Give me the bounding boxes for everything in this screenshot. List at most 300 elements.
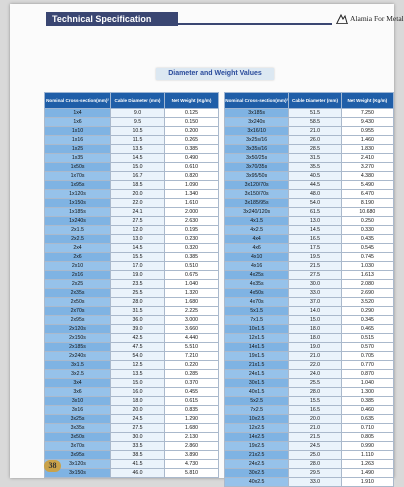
table-row bbox=[225, 190, 394, 199]
cell-diameter: 13.0 bbox=[111, 235, 165, 244]
table-row bbox=[225, 397, 394, 406]
cell-weight: 6.470 bbox=[341, 190, 393, 199]
cell-weight: 9.430 bbox=[341, 118, 393, 127]
cell-cross-section: 3x10 bbox=[45, 397, 111, 406]
cell-cross-section: 2x4 bbox=[45, 244, 111, 253]
cell-cross-section: 30x2.5 bbox=[225, 469, 289, 478]
cell-diameter: 18.0 bbox=[111, 397, 165, 406]
cell-weight: 1.340 bbox=[165, 190, 219, 199]
cell-diameter: 23.5 bbox=[111, 280, 165, 289]
cell-weight: 0.570 bbox=[341, 343, 393, 352]
cell-diameter: 58.5 bbox=[289, 118, 341, 127]
cell-cross-section: 24x2.5 bbox=[225, 460, 289, 469]
cell-cross-section: 4x25s bbox=[225, 271, 289, 280]
cell-weight: 3.000 bbox=[165, 316, 219, 325]
cell-cross-section: 1x16 bbox=[45, 136, 111, 145]
table-row bbox=[45, 136, 219, 145]
cell-diameter: 51.5 bbox=[289, 109, 341, 118]
cell-weight: 0.195 bbox=[165, 226, 219, 235]
cell-weight: 0.990 bbox=[341, 442, 393, 451]
table-row bbox=[45, 190, 219, 199]
cell-cross-section: 2x35s bbox=[45, 289, 111, 298]
cell-cross-section: 2x70s bbox=[45, 307, 111, 316]
cell-cross-section: 40x2.5 bbox=[225, 478, 289, 487]
cell-weight: 0.635 bbox=[341, 415, 393, 424]
cell-weight: 1.910 bbox=[341, 478, 393, 487]
cell-cross-section: 4x50s bbox=[225, 289, 289, 298]
cell-diameter: 12.5 bbox=[111, 361, 165, 370]
cell-cross-section: 3x95s bbox=[45, 451, 111, 460]
cell-diameter: 18.0 bbox=[289, 334, 341, 343]
cell-diameter: 41.5 bbox=[111, 460, 165, 469]
table-row bbox=[225, 451, 394, 460]
cell-diameter: 30.0 bbox=[289, 280, 341, 289]
table-header-row bbox=[45, 93, 219, 109]
cell-cross-section: 3x25s/16 bbox=[225, 136, 289, 145]
cell-cross-section: 3x150s bbox=[45, 469, 111, 478]
table-row bbox=[225, 478, 394, 487]
table-row bbox=[45, 397, 219, 406]
cell-diameter: 12.0 bbox=[111, 226, 165, 235]
cell-weight: 4.730 bbox=[165, 460, 219, 469]
cell-cross-section: 14x2.5 bbox=[225, 433, 289, 442]
cell-diameter: 28.5 bbox=[289, 145, 341, 154]
col-header-cross-section: Nominal Cross-section(mm)² bbox=[225, 93, 289, 109]
cell-cross-section: 21x2.5 bbox=[225, 451, 289, 460]
table-row bbox=[45, 343, 219, 352]
cell-diameter: 28.0 bbox=[111, 298, 165, 307]
cell-cross-section: 1x25 bbox=[45, 145, 111, 154]
cell-weight: 2.000 bbox=[165, 208, 219, 217]
table-row bbox=[45, 415, 219, 424]
cell-weight: 0.460 bbox=[341, 406, 393, 415]
table-row bbox=[45, 352, 219, 361]
cell-weight: 0.465 bbox=[341, 325, 393, 334]
cell-diameter: 20.0 bbox=[111, 190, 165, 199]
table-row bbox=[45, 307, 219, 316]
table-row bbox=[45, 109, 219, 118]
cell-diameter: 24.5 bbox=[111, 415, 165, 424]
table-row bbox=[45, 217, 219, 226]
cell-cross-section: 1x70s bbox=[45, 172, 111, 181]
cell-weight: 3.520 bbox=[341, 298, 393, 307]
cell-weight: 0.230 bbox=[165, 235, 219, 244]
cell-weight: 7.210 bbox=[165, 352, 219, 361]
cell-weight: 1.040 bbox=[341, 379, 393, 388]
cell-cross-section: 3x95/50s bbox=[225, 172, 289, 181]
cell-weight: 0.370 bbox=[165, 379, 219, 388]
cell-weight: 0.490 bbox=[165, 154, 219, 163]
cell-diameter: 20.0 bbox=[289, 415, 341, 424]
table-row bbox=[225, 145, 394, 154]
table-row bbox=[225, 442, 394, 451]
table-row bbox=[225, 361, 394, 370]
cell-diameter: 18.5 bbox=[111, 181, 165, 190]
table-row bbox=[45, 433, 219, 442]
cell-diameter: 36.0 bbox=[111, 316, 165, 325]
cell-cross-section: 1x120s bbox=[45, 190, 111, 199]
cell-cross-section: 2x1.5 bbox=[45, 226, 111, 235]
cell-diameter: 29.5 bbox=[289, 469, 341, 478]
table-row bbox=[45, 199, 219, 208]
table-row bbox=[45, 388, 219, 397]
table-row bbox=[225, 370, 394, 379]
cell-cross-section: 19x1.5 bbox=[225, 352, 289, 361]
cell-weight: 0.820 bbox=[165, 172, 219, 181]
cell-cross-section: 1x4 bbox=[45, 109, 111, 118]
cell-diameter: 16.7 bbox=[111, 172, 165, 181]
table-row bbox=[45, 127, 219, 136]
cell-cross-section: 3x6 bbox=[45, 388, 111, 397]
cell-cross-section: 12x1.5 bbox=[225, 334, 289, 343]
cell-weight: 0.330 bbox=[341, 226, 393, 235]
cell-weight: 0.125 bbox=[165, 109, 219, 118]
cell-weight: 0.265 bbox=[165, 136, 219, 145]
cell-diameter: 33.5 bbox=[111, 442, 165, 451]
cell-diameter: 14.5 bbox=[111, 154, 165, 163]
cell-diameter: 15.5 bbox=[111, 253, 165, 262]
cell-diameter: 14.5 bbox=[111, 244, 165, 253]
cell-cross-section: 2x150s bbox=[45, 334, 111, 343]
cell-weight: 0.835 bbox=[165, 406, 219, 415]
cell-weight: 1.680 bbox=[165, 298, 219, 307]
cell-weight: 0.710 bbox=[341, 424, 393, 433]
cell-diameter: 21.5 bbox=[289, 262, 341, 271]
table-row bbox=[225, 109, 394, 118]
cell-weight: 0.285 bbox=[165, 370, 219, 379]
cell-cross-section: 40x1.5 bbox=[225, 388, 289, 397]
cell-cross-section: 3x120/70s bbox=[225, 181, 289, 190]
table-row bbox=[225, 235, 394, 244]
cell-cross-section: 3x70s bbox=[45, 442, 111, 451]
cell-cross-section: 2x10 bbox=[45, 262, 111, 271]
cell-weight: 0.455 bbox=[165, 388, 219, 397]
cell-diameter: 28.0 bbox=[289, 460, 341, 469]
cell-weight: 0.955 bbox=[341, 127, 393, 136]
cell-weight: 1.490 bbox=[341, 469, 393, 478]
table-row bbox=[225, 316, 394, 325]
cell-weight: 2.130 bbox=[165, 433, 219, 442]
cell-cross-section: 10x1.5 bbox=[225, 325, 289, 334]
table-row bbox=[45, 280, 219, 289]
table-row bbox=[45, 118, 219, 127]
cell-weight: 0.615 bbox=[165, 397, 219, 406]
cell-weight: 3.270 bbox=[341, 163, 393, 172]
cell-weight: 0.705 bbox=[341, 352, 393, 361]
cell-weight: 1.300 bbox=[341, 388, 393, 397]
cell-diameter: 9.0 bbox=[111, 109, 165, 118]
col-header-diameter: Cable Diameter (mm) bbox=[111, 93, 165, 109]
cell-diameter: 54.0 bbox=[289, 199, 341, 208]
table-row bbox=[45, 145, 219, 154]
cell-diameter: 30.0 bbox=[111, 433, 165, 442]
cell-cross-section: 3x150/70s bbox=[225, 190, 289, 199]
table-row bbox=[45, 451, 219, 460]
cell-diameter: 27.5 bbox=[111, 424, 165, 433]
cell-diameter: 19.0 bbox=[289, 343, 341, 352]
cell-cross-section: 4x1.5 bbox=[225, 217, 289, 226]
cell-diameter: 21.0 bbox=[289, 424, 341, 433]
table-row bbox=[45, 316, 219, 325]
table-row bbox=[45, 289, 219, 298]
cell-weight: 1.030 bbox=[341, 262, 393, 271]
cell-diameter: 33.0 bbox=[289, 478, 341, 487]
table-row bbox=[45, 154, 219, 163]
table-row bbox=[225, 217, 394, 226]
cell-diameter: 33.0 bbox=[289, 289, 341, 298]
table-row bbox=[225, 253, 394, 262]
cell-weight: 0.385 bbox=[165, 145, 219, 154]
cell-weight: 8.190 bbox=[341, 199, 393, 208]
cell-cross-section: 4x70s bbox=[225, 298, 289, 307]
table-row bbox=[225, 460, 394, 469]
cell-weight: 5.490 bbox=[341, 181, 393, 190]
cell-cross-section: 2x25 bbox=[45, 280, 111, 289]
table-row bbox=[225, 415, 394, 424]
cell-weight: 0.385 bbox=[165, 253, 219, 262]
cell-cross-section: 2x2.5 bbox=[45, 235, 111, 244]
brand-logo-icon bbox=[336, 13, 348, 24]
table-row bbox=[45, 298, 219, 307]
table-row bbox=[45, 325, 219, 334]
cell-diameter: 54.0 bbox=[111, 352, 165, 361]
cell-cross-section: 3x240s bbox=[225, 118, 289, 127]
cell-weight: 0.805 bbox=[341, 433, 393, 442]
cell-weight: 1.110 bbox=[341, 451, 393, 460]
cell-cross-section: 3x16/10 bbox=[225, 127, 289, 136]
table-row bbox=[225, 289, 394, 298]
cell-cross-section: 3x50s bbox=[45, 433, 111, 442]
table-row bbox=[225, 199, 394, 208]
table-row bbox=[225, 262, 394, 271]
cell-diameter: 15.5 bbox=[289, 397, 341, 406]
cell-diameter: 13.5 bbox=[111, 370, 165, 379]
cell-cross-section: 4x6 bbox=[225, 244, 289, 253]
cell-weight: 0.510 bbox=[165, 262, 219, 271]
cell-cross-section: 4x16 bbox=[225, 262, 289, 271]
table-row bbox=[45, 253, 219, 262]
cell-cross-section: 1x95s bbox=[45, 181, 111, 190]
table-row bbox=[45, 172, 219, 181]
cell-cross-section: 3x25s bbox=[45, 415, 111, 424]
cell-weight: 2.225 bbox=[165, 307, 219, 316]
cell-diameter: 24.0 bbox=[289, 370, 341, 379]
cell-diameter: 15.0 bbox=[289, 316, 341, 325]
cell-weight: 1.680 bbox=[165, 424, 219, 433]
cell-weight: 4.380 bbox=[341, 172, 393, 181]
cell-cross-section: 5x1.5 bbox=[225, 307, 289, 316]
cell-cross-section: 1x10 bbox=[45, 127, 111, 136]
table-header-row bbox=[225, 93, 394, 109]
table-row bbox=[225, 343, 394, 352]
cell-diameter: 27.5 bbox=[289, 271, 341, 280]
cell-diameter: 16.0 bbox=[111, 388, 165, 397]
cell-diameter: 22.0 bbox=[289, 361, 341, 370]
cell-cross-section: 21x1.5 bbox=[225, 361, 289, 370]
table-row bbox=[45, 406, 219, 415]
cell-diameter: 22.0 bbox=[111, 199, 165, 208]
cell-diameter: 20.0 bbox=[111, 406, 165, 415]
header-rule bbox=[178, 23, 332, 25]
cell-diameter: 42.5 bbox=[111, 334, 165, 343]
cell-diameter: 9.5 bbox=[111, 118, 165, 127]
cell-weight: 1.460 bbox=[341, 136, 393, 145]
table-row bbox=[225, 181, 394, 190]
table-row bbox=[225, 388, 394, 397]
cell-diameter: 15.0 bbox=[111, 379, 165, 388]
cell-weight: 0.290 bbox=[341, 307, 393, 316]
cell-cross-section: 3x240/120s bbox=[225, 208, 289, 217]
cell-cross-section: 2x95s bbox=[45, 316, 111, 325]
table-row bbox=[225, 163, 394, 172]
table-row bbox=[45, 163, 219, 172]
page-number-badge: 38 bbox=[44, 460, 61, 472]
cell-diameter: 21.5 bbox=[289, 433, 341, 442]
section-title: Technical Specification bbox=[46, 12, 178, 26]
cell-weight: 1.040 bbox=[165, 280, 219, 289]
cell-weight: 2.080 bbox=[341, 280, 393, 289]
cell-weight: 0.870 bbox=[341, 370, 393, 379]
table-subtitle: Diameter and Weight Values bbox=[156, 68, 274, 80]
cell-diameter: 24.5 bbox=[289, 442, 341, 451]
table-row bbox=[45, 181, 219, 190]
cell-cross-section: 12x2.5 bbox=[225, 424, 289, 433]
cell-weight: 1.090 bbox=[165, 181, 219, 190]
table-row bbox=[225, 208, 394, 217]
col-header-weight: Net Weight (Kg/m) bbox=[165, 93, 219, 109]
cell-weight: 5.810 bbox=[165, 469, 219, 478]
cell-diameter: 39.0 bbox=[111, 325, 165, 334]
cell-diameter: 28.0 bbox=[289, 388, 341, 397]
cell-cross-section: 14x1.5 bbox=[225, 343, 289, 352]
spec-table-left bbox=[44, 92, 219, 478]
cell-diameter: 47.5 bbox=[111, 343, 165, 352]
cell-cross-section: 7x1.5 bbox=[225, 316, 289, 325]
cell-cross-section: 2x16 bbox=[45, 271, 111, 280]
cell-cross-section: 2x185s bbox=[45, 343, 111, 352]
cell-cross-section: 3x185/95s bbox=[225, 199, 289, 208]
cell-diameter: 10.5 bbox=[111, 127, 165, 136]
cell-cross-section: 10x2.5 bbox=[225, 415, 289, 424]
cell-cross-section: 30x1.5 bbox=[225, 379, 289, 388]
table-row bbox=[45, 370, 219, 379]
spec-table-right bbox=[224, 92, 394, 487]
cell-weight: 7.250 bbox=[341, 109, 393, 118]
table-row bbox=[225, 280, 394, 289]
cell-cross-section: 19x2.5 bbox=[225, 442, 289, 451]
cell-cross-section: 2x240s bbox=[45, 352, 111, 361]
cell-diameter: 61.5 bbox=[289, 208, 341, 217]
cell-cross-section: 3x16 bbox=[45, 406, 111, 415]
cell-weight: 0.385 bbox=[341, 397, 393, 406]
table-row bbox=[225, 136, 394, 145]
cell-diameter: 21.0 bbox=[289, 127, 341, 136]
cell-weight: 0.745 bbox=[341, 253, 393, 262]
cell-diameter: 26.0 bbox=[289, 136, 341, 145]
cell-weight: 0.220 bbox=[165, 361, 219, 370]
table-row bbox=[225, 424, 394, 433]
cell-diameter: 16.5 bbox=[289, 235, 341, 244]
cell-diameter: 14.0 bbox=[289, 307, 341, 316]
table-row bbox=[45, 424, 219, 433]
cell-weight: 1.830 bbox=[341, 145, 393, 154]
table-row bbox=[45, 262, 219, 271]
cell-diameter: 31.5 bbox=[111, 307, 165, 316]
cell-diameter: 21.0 bbox=[289, 352, 341, 361]
cell-cross-section: 3x50/25s bbox=[225, 154, 289, 163]
cell-weight: 2.410 bbox=[341, 154, 393, 163]
cell-diameter: 44.5 bbox=[289, 181, 341, 190]
table-row bbox=[225, 118, 394, 127]
cell-weight: 3.660 bbox=[165, 325, 219, 334]
cell-weight: 0.610 bbox=[165, 163, 219, 172]
cell-cross-section: 4x2.5 bbox=[225, 226, 289, 235]
cell-diameter: 27.5 bbox=[111, 217, 165, 226]
table-row bbox=[225, 244, 394, 253]
cell-weight: 2.630 bbox=[165, 217, 219, 226]
cell-cross-section: 3x2.5 bbox=[45, 370, 111, 379]
cell-weight: 1.263 bbox=[341, 460, 393, 469]
cell-diameter: 17.5 bbox=[289, 244, 341, 253]
cell-weight: 0.345 bbox=[341, 316, 393, 325]
cell-cross-section: 1x35 bbox=[45, 154, 111, 163]
table-row bbox=[45, 334, 219, 343]
cell-cross-section: 1x6 bbox=[45, 118, 111, 127]
cell-diameter: 24.1 bbox=[111, 208, 165, 217]
col-header-cross-section: Nominal Cross-section(mm)² bbox=[45, 93, 111, 109]
cell-diameter: 25.5 bbox=[111, 289, 165, 298]
cell-weight: 0.545 bbox=[341, 244, 393, 253]
cell-diameter: 37.0 bbox=[289, 298, 341, 307]
cell-diameter: 13.0 bbox=[289, 217, 341, 226]
cell-cross-section: 3x120s bbox=[45, 460, 111, 469]
table-row bbox=[45, 361, 219, 370]
cell-weight: 1.320 bbox=[165, 289, 219, 298]
cell-cross-section: 3x185s bbox=[225, 109, 289, 118]
cell-weight: 0.320 bbox=[165, 244, 219, 253]
cell-diameter: 25.0 bbox=[289, 451, 341, 460]
table-row bbox=[45, 469, 219, 478]
catalog-page bbox=[10, 4, 404, 485]
table-row bbox=[225, 433, 394, 442]
table-row bbox=[45, 235, 219, 244]
table-row bbox=[45, 208, 219, 217]
cell-weight: 0.770 bbox=[341, 361, 393, 370]
table-row bbox=[225, 298, 394, 307]
cell-diameter: 25.5 bbox=[289, 379, 341, 388]
table-row bbox=[45, 271, 219, 280]
header-bar bbox=[46, 12, 404, 26]
cell-cross-section: 3x35s bbox=[45, 424, 111, 433]
cell-weight: 2.690 bbox=[341, 289, 393, 298]
cell-cross-section: 3x4 bbox=[45, 379, 111, 388]
table-row bbox=[45, 460, 219, 469]
cell-weight: 1.290 bbox=[165, 415, 219, 424]
table-row bbox=[225, 352, 394, 361]
cell-weight: 2.860 bbox=[165, 442, 219, 451]
table-row bbox=[225, 406, 394, 415]
cell-diameter: 18.0 bbox=[289, 325, 341, 334]
cell-cross-section: 4x10 bbox=[225, 253, 289, 262]
brand-name: Alamia For Metal bbox=[350, 14, 404, 23]
cell-weight: 4.440 bbox=[165, 334, 219, 343]
cell-cross-section: 3x1.5 bbox=[45, 361, 111, 370]
cell-diameter: 11.5 bbox=[111, 136, 165, 145]
table-row bbox=[225, 172, 394, 181]
cell-diameter: 17.0 bbox=[111, 262, 165, 271]
cell-diameter: 16.5 bbox=[289, 406, 341, 415]
cell-weight: 5.510 bbox=[165, 343, 219, 352]
